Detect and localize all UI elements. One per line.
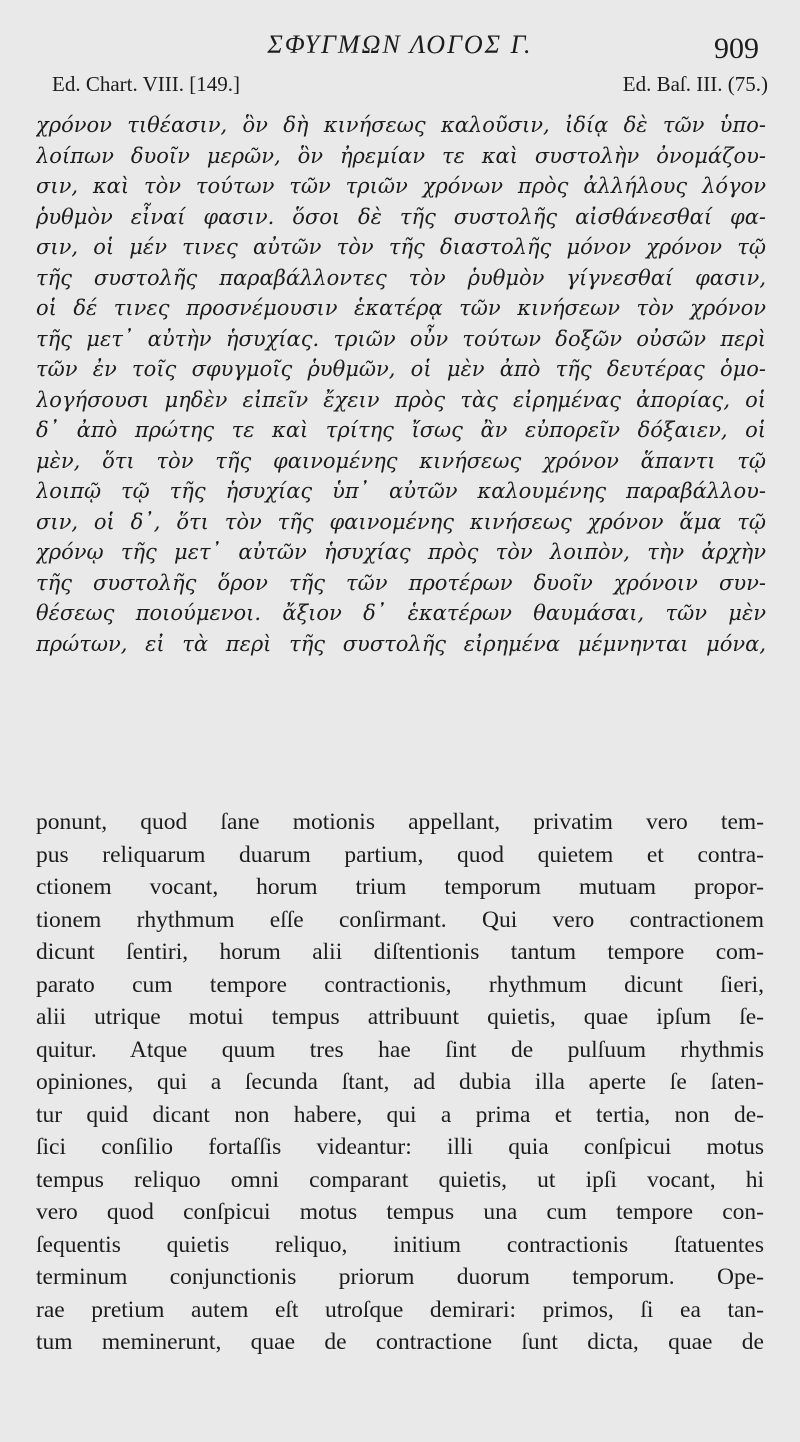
page-number: 909	[714, 32, 759, 65]
greek-text-line: ῥυθμὸν εἶναί φασιν. ὅσοι δὲ τῆς συστολῆς αἰσθάνεσθαί φα-	[36, 204, 766, 229]
greek-text-line: τῆς συστολῆς παραβάλλοντες τὸν ῥυθμὸν γίγνεσθαί φασιν,	[36, 265, 766, 290]
latin-text-line: ponunt, quod ſane motionis appellant, privatim vero tem-	[36, 809, 764, 835]
greek-text-line: τῆς συστολῆς ὅρον τῆς τῶν προτέρων δυοῖν χρόνοιν συν-	[36, 570, 766, 595]
running-title: ΣΦΥΓΜΩΝ ΛΟΓΟΣ Γ.	[267, 30, 533, 59]
greek-text-line: πρώτων, εἰ τὰ περὶ τῆς συστολῆς εἰρημένα μέμνηνται μόνα,	[36, 631, 766, 656]
latin-text-line: vero quod conſpicui motus tempus una cum tempore con-	[36, 1199, 764, 1225]
greek-text-line: σιν, οἱ μέν τινες αὐτῶν τὸν τῆς διαστολῆς μόνον χρόνον τῷ	[36, 235, 766, 259]
greek-text-line: χρόνῳ τῆς μετ᾽ αὐτῶν ἡσυχίας πρὸς τὸν λοιπὸν, τὴν ἀρχὴν	[36, 540, 766, 564]
latin-text-line: quitur. Atque quum tres hae ſint de pulſuum rhythmis	[36, 1036, 764, 1063]
greek-text-line: θέσεως ποιούμενοι. ἄξιον δ᾽ ἑκατέρων θαυμάσαι, τῶν μὲν	[36, 601, 766, 625]
latin-text-line: pus reliquarum duarum partium, quod quietem et contra-	[36, 841, 764, 868]
edition-reference-basel: Ed. Baſ. III. (75.)	[622, 72, 768, 96]
greek-text-line: δ᾽ ἀπὸ πρώτης τε καὶ τρίτης ἴσως ἂν εὐπορεῖν δόξαιεν, οἱ	[36, 418, 766, 442]
latin-text-line: opiniones, qui a ſecunda ſtant, ad dubia illa aperte ſe ſaten-	[36, 1069, 764, 1095]
greek-text-line: τῆς μετ᾽ αὐτὴν ἡσυχίας. τριῶν οὖν τούτων δοξῶν οὐσῶν περὶ	[36, 326, 766, 351]
edition-reference-chart: Ed. Chart. VIII. [149.]	[52, 72, 240, 96]
greek-text-block	[36, 110, 766, 659]
latin-text-line: dicunt ſentiri, horum alii diſtentionis tantum tempore com-	[36, 939, 764, 965]
greek-text-line: λοιπῷ τῷ τῆς ἡσυχίας ὑπ᾽ αὐτῶν καλουμένης παραβάλλου-	[36, 479, 766, 503]
latin-text-line: parato cum tempore contractionis, rhythmum dicunt ſieri,	[36, 971, 764, 998]
latin-text-line: terminum conjunctionis priorum duorum temporum. Ope-	[36, 1264, 764, 1290]
greek-text-line: μὲν, ὅτι τὸν τῆς φαινομένης κινήσεως χρόνον ἅπαντι τῷ	[36, 448, 766, 473]
latin-text-line: ſequentis quietis reliquo, initium contractionis ſtatuentes	[36, 1231, 764, 1258]
latin-text-line: rae pretium autem eſt utroſque demirari: primos, ſi ea tan-	[36, 1296, 764, 1323]
greek-text-line: λογήσουσι μηδὲν εἰπεῖν ἔχειν πρὸς τὰς εἰρημένας ἀπορίας, οἱ	[36, 387, 766, 412]
greek-text-line: σιν, καὶ τὸν τούτων τῶν τριῶν χρόνων πρὸς ἀλλήλους λόγον	[36, 174, 766, 198]
latin-text-block	[36, 806, 764, 1359]
latin-text-line: ſici conſilio fortaſſis videantur: illi quia conſpicui motus	[36, 1134, 764, 1160]
latin-text-line: tempus reliquo omni comparant quietis, ut ipſi vocant, hi	[36, 1166, 764, 1193]
greek-text-line: σιν, οἱ δ᾽, ὅτι τὸν τῆς φαινομένης κινήσεως χρόνον ἅμα τῷ	[36, 509, 766, 534]
latin-text-line: tionem rhythmum eſſe conſirmant. Qui vero contractionem	[36, 906, 764, 933]
greek-text-line: οἱ δέ τινες προσνέμουσιν ἑκατέρᾳ τῶν κινήσεων τὸν χρόνον	[36, 296, 766, 320]
greek-text-line: λοίπων δυοῖν μερῶν, ὃν ἠρεμίαν τε καὶ συστολὴν ὀνομάζου-	[36, 143, 766, 168]
latin-text-line: tum meminerunt, quae de contractione ſunt dicta, quae de	[36, 1329, 764, 1355]
greek-text-line: τῶν ἐν τοῖς σφυγμοῖς ῥυθμῶν, οἱ μὲν ἀπὸ τῆς δευτέρας ὁμο-	[36, 357, 766, 381]
latin-text-line: alii utrique motui tempus attribuunt quietis, quae ipſum ſe-	[36, 1004, 764, 1030]
greek-text-line: χρόνον τιθέασιν, ὃν δὴ κινήσεως καλοῦσιν, ἰδίᾳ δὲ τῶν ὑπο-	[36, 113, 766, 137]
latin-text-line: tur quid dicant non habere, qui a prima et tertia, non de-	[36, 1101, 764, 1128]
latin-text-line: ctionem vocant, horum trium temporum mutuam propor-	[36, 874, 764, 900]
